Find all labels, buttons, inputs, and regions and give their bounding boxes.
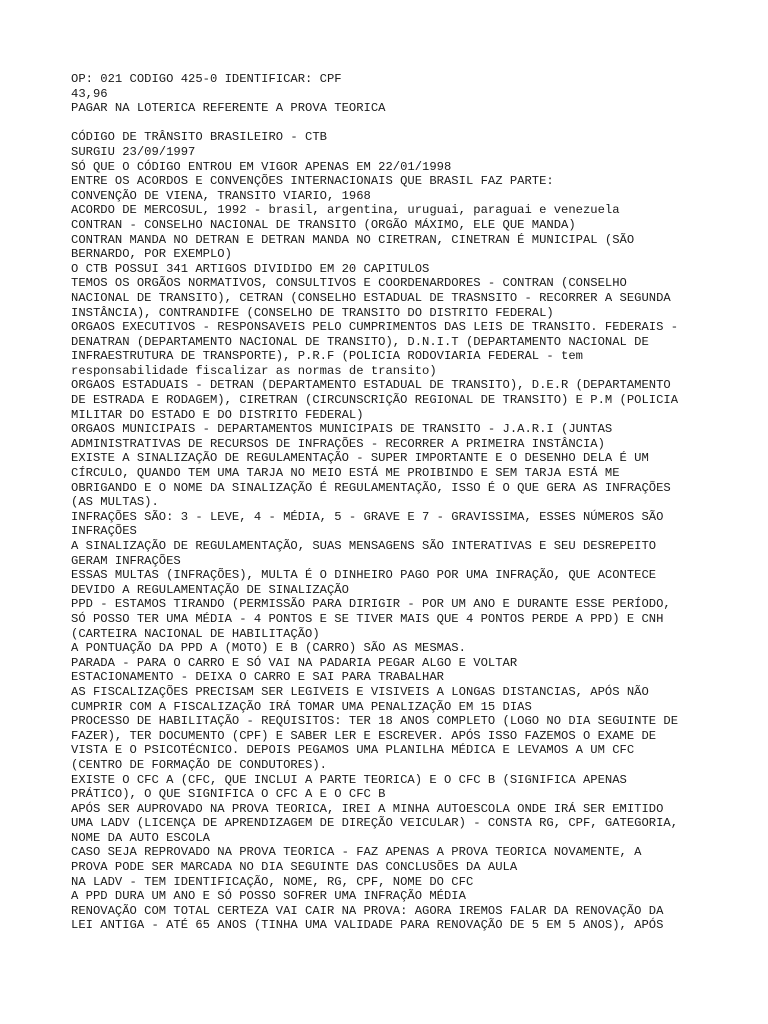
text-line: A PONTUAÇÃO DA PPD A (MOTO) E B (CARRO) SÃO AS MESMAS.: [71, 641, 466, 656]
text-line: LEI ANTIGA - ATÉ 65 ANOS (TINHA UMA VALIDADE PARA RENOVAÇÃO DE 5 EM 5 ANOS), APÓS: [71, 918, 664, 933]
text-line: CONTRAN - CONSELHO NACIONAL DE TRANSITO (ORGÃO MÁXIMO, ELE QUE MANDA): [71, 217, 576, 232]
text-line: NACIONAL DE TRANSITO), CETRAN (CONSELHO ESTADUAL DE TRASNSITO - RECORRER A SEGUNDA: [71, 290, 671, 305]
text-line: BERNARDO, POR EXEMPLO): [71, 247, 232, 262]
text-line: DE ESTRADA E RODAGEM), CIRETRAN (CIRCUNSCRIÇÃO REGIONAL DE TRANSITO) E P.M (POLICIA: [71, 393, 679, 408]
text-line: [71, 116, 711, 131]
text-line: ORGAOS EXECUTIVOS - RESPONSAVEIS PELO CUMPRIMENTOS DAS LEIS DE TRANSITO. FEDERAIS -: [71, 320, 679, 335]
text-line: INSTÂNCIA), CONTRANDIFE (CONSELHO DE TRANSITO DO DISTRITO FEDERAL): [71, 305, 554, 320]
text-line: GERAM INFRAÇÕES: [71, 553, 181, 568]
text-line: OBRIGANDO E O NOME DA SINALIZAÇÃO É REGULAMENTAÇÃO, ISSO É O QUE GERA AS INFRAÇÕES: [71, 480, 671, 495]
text-line: EXISTE A SINALIZAÇÃO DE REGULAMENTAÇÃO - SUPER IMPORTANTE E O DESENHO DELA É UM: [71, 451, 649, 466]
text-line: INFRAÇÕES SÃO: 3 - LEVE, 4 - MÉDIA, 5 - GRAVE E 7 - GRAVISSIMA, ESSES NÚMEROS SÃO: [71, 509, 664, 524]
text-line: FAZER), TER DOCUMENTO (CPF) E SABER LER E ESCREVER. APÓS ISSO FAZEMOS O EXAME DE: [71, 728, 657, 743]
text-line: (CENTRO DE FORMAÇÃO DE CONDUTORES).: [71, 757, 327, 772]
text-line: NOME DA AUTO ESCOLA: [71, 830, 210, 845]
text-line: PARADA - PARA O CARRO E SÓ VAI NA PADARIA PEGAR ALGO E VOLTAR: [71, 655, 518, 670]
text-line: EXISTE O CFC A (CFC, QUE INCLUI A PARTE TEORICA) E O CFC B (SIGNIFICA APENAS: [71, 772, 627, 787]
text-line: CASO SEJA REPROVADO NA PROVA TEORICA - FAZ APENAS A PROVA TEORICA NOVAMENTE, A: [71, 845, 642, 860]
text-line: ORGAOS ESTADUAIS - DETRAN (DEPARTAMENTO ESTADUAL DE TRANSITO), D.E.R (DEPARTAMENTO: [71, 378, 671, 393]
text-line: CONVENÇÃO DE VIENA, TRANSITO VIARIO, 1968: [71, 188, 371, 203]
text-line: SURGIU 23/09/1997: [71, 144, 196, 159]
document-text: [71, 72, 711, 933]
text-line: (AS MULTAS).: [71, 495, 159, 510]
text-line: SÓ POSSO TER UMA MÉDIA - 4 PONTOS E SE TIVER MAIS QUE 4 PONTOS PERDE A PPD) E CNH: [71, 611, 664, 626]
text-line: CONTRAN MANDA NO DETRAN E DETRAN MANDA NO CIRETRAN, CINETRAN É MUNICIPAL (SÃO: [71, 232, 635, 247]
text-line: OP: 021 CODIGO 425-0 IDENTIFICAR: CPF: [71, 72, 342, 86]
text-line: RENOVAÇÃO COM TOTAL CERTEZA VAI CAIR NA PROVA: AGORA IREMOS FALAR DA RENOVAÇÃO DA: [71, 903, 664, 918]
text-line: MILITAR DO ESTADO E DO DISTRITO FEDERAL): [71, 407, 364, 422]
text-line: DEVIDO A REGULAMENTAÇÃO DE SINALIZAÇÃO: [71, 582, 349, 597]
text-line: ORGAOS MUNICIPAIS - DEPARTAMENTOS MUNICIPAIS DE TRANSITO - J.A.R.I (JUNTAS: [71, 422, 613, 437]
text-line: AS FISCALIZAÇÕES PRECISAM SER LEGIVEIS E VISIVEIS A LONGAS DISTANCIAS, APÓS NÃO: [71, 684, 649, 699]
text-line: PROCESSO DE HABILITAÇÃO - REQUISITOS: TER 18 ANOS COMPLETO (LOGO NO DIA SEGUINTE DE: [71, 714, 679, 729]
text-line: APÓS SER AUPROVADO NA PROVA TEORICA, IREI A MINHA AUTOESCOLA ONDE IRÁ SER EMITIDO: [71, 801, 664, 816]
text-line: PAGAR NA LOTERICA REFERENTE A PROVA TEORICA: [71, 101, 386, 116]
text-line: (CARTEIRA NACIONAL DE HABILITAÇÃO): [71, 626, 320, 641]
text-line: ESSAS MULTAS (INFRAÇÕES), MULTA É O DINHEIRO PAGO POR UMA INFRAÇÃO, QUE ACONTECE: [71, 568, 657, 583]
text-line: DENATRAN (DEPARTAMENTO NACIONAL DE TRANSITO), D.N.I.T (DEPARTAMENTO NACIONAL DE: [71, 334, 649, 349]
text-line: CUMPRIR COM A FISCALIZAÇÃO IRÁ TOMAR UMA PENALIZAÇÃO EM 15 DIAS: [71, 699, 532, 714]
text-line: TEMOS OS ORGÃOS NORMATIVOS, CONSULTIVOS E COORDENARDORES - CONTRAN (CONSELHO: [71, 276, 627, 291]
text-line: 43,96: [71, 86, 108, 101]
text-line: VISTA E O PSICOTÉCNICO. DEPOIS PEGAMOS UMA PLANILHA MÉDICA E LEVAMOS A UM CFC: [71, 743, 635, 758]
text-line: ENTRE OS ACORDOS E CONVENÇÕES INTERNACIONAIS QUE BRASIL FAZ PARTE:: [71, 174, 554, 189]
text-line: PRÁTICO), O QUE SIGNIFICA O CFC A E O CFC B: [71, 787, 386, 802]
text-line: A SINALIZAÇÃO DE REGULAMENTAÇÃO, SUAS MENSAGENS SÃO INTERATIVAS E SEU DESREPEITO: [71, 539, 657, 553]
text-line: NA LADV - TEM IDENTIFICAÇÃO, NOME, RG, CPF, NOME DO CFC: [71, 874, 474, 889]
text-line: UMA LADV (LICENÇA DE APRENDIZAGEM DE DIREÇÃO VEICULAR) - CONSTA RG, CPF, GATEGORIA,: [71, 816, 679, 831]
text-line: INFRAÇÕES: [71, 524, 137, 539]
text-line: CÓDIGO DE TRÂNSITO BRASILEIRO - CTB: [71, 130, 327, 145]
text-line: A PPD DURA UM ANO E SÓ POSSO SOFRER UMA INFRAÇÃO MÉDIA: [71, 889, 466, 904]
text-line: ESTACIONAMENTO - DEIXA O CARRO E SAI PARA TRABALHAR: [71, 670, 444, 685]
text-line: SÓ QUE O CÓDIGO ENTROU EM VIGOR APENAS EM 22/01/1998: [71, 159, 452, 174]
text-line: CÍRCULO, QUANDO TEM UMA TARJA NO MEIO ESTÁ ME PROIBINDO E SEM TARJA ESTÁ ME: [71, 466, 620, 481]
text-line: PPD - ESTAMOS TIRANDO (PERMISSÃO PARA DIRIGIR - POR UM ANO E DURANTE ESSE PERÍODO,: [71, 597, 671, 612]
text-line: responsabilidade fiscalizar as normas de transito): [71, 363, 437, 378]
text-line: PROVA PODE SER MARCADA NO DIA SEGUINTE DAS CONCLUSÕES DA AULA: [71, 860, 518, 875]
text-line: INFRAESTRUTURA DE TRANSPORTE), P.R.F (POLICIA RODOVIARIA FEDERAL - tem: [71, 349, 583, 364]
text-line: ADMINISTRATIVAS DE RECURSOS DE INFRAÇÕES - RECORRER A PRIMEIRA INSTÂNCIA): [71, 436, 605, 451]
text-line: ACORDO DE MERCOSUL, 1992 - brasil, argentina, uruguai, paraguai e venezuela: [71, 203, 620, 218]
text-line: O CTB POSSUI 341 ARTIGOS DIVIDIDO EM 20 CAPITULOS: [71, 261, 430, 276]
